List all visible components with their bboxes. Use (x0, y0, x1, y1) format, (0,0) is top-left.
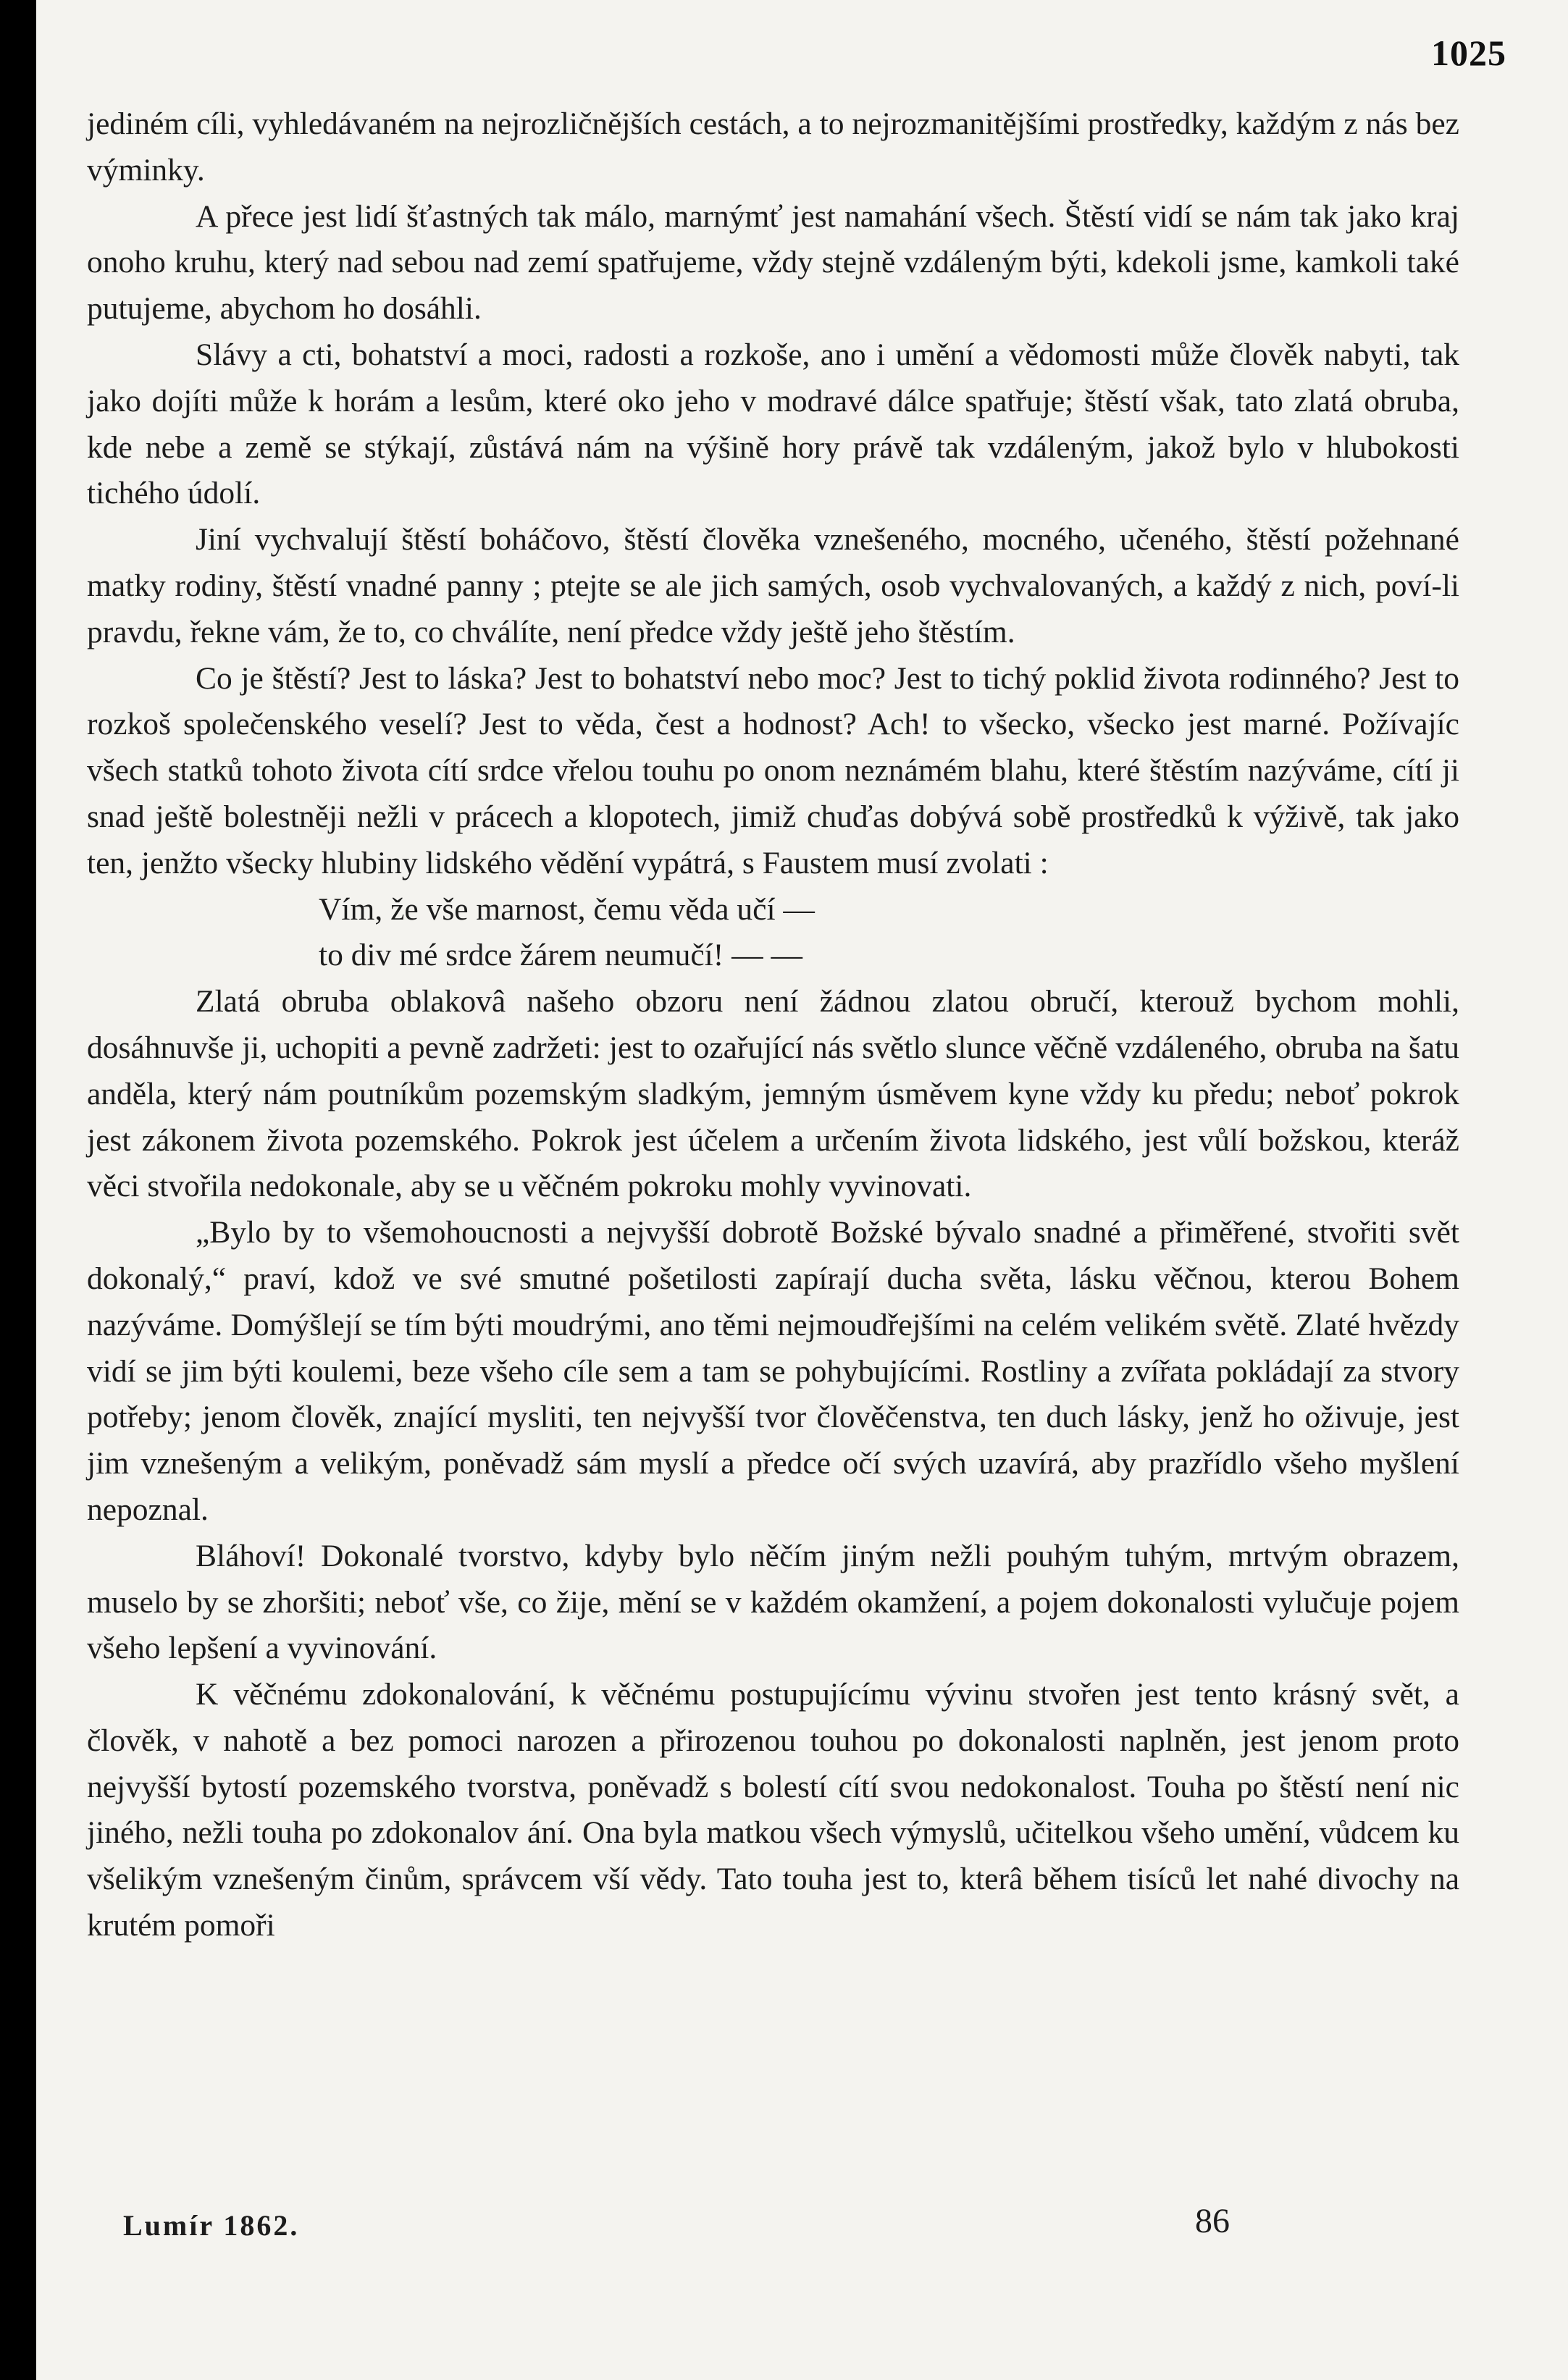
paragraph: K věčnému zdokonalování, k věčnému postupujícímu vývinu stvořen jest tento krásný svět, a člověk, v nahotě a bez pomoci narozen a přirozenou touhou po dokonalosti naplněn, jest jenom proto nejvyšší bytostí pozemského tvorstva, poněvadž s bolestí cítí svou nedokonalost. Touha po štěstí není nic jiného, nežli touha po zdokonalov ání. Ona byla matkou všech výmyslů, učitelkou všeho umění, vůdcem ku všelikým vznešeným činům, správcem vší vědy. Tato touha jest to, kterâ během tisíců let nahé divochy na krutém pomoři (87, 1677, 1459, 1943)
paragraph: A přece jest lidí šťastných tak málo, marnýmť jest namahání všech. Štěstí vidí se nám tak jako kraj onoho kruhu, který nad sebou nad zemí spatřujeme, vždy stejně vzdáleným býti, kdekoli jsme, kamkoli také putujeme, abychom ho dosáhli. (87, 198, 1459, 327)
paragraph: Co je štěstí? Jest to láska? Jest to bohatství nebo moc? Jest to tichý poklid života rodinného? Jest to rozkoš společenského veselí? Jest to věda, čest a hodnost? Ach! to všecko, všecko jest marné. Požívajíc všech statků tohoto života cítí srdce vřelou touhu po onom neznámém blahu, které štěstím nazýváme, cítí ji snad ještě bolestněji nežli v prácech a klopotech, jimiž chuďas dobývá sobě prostředků k výživě, tak jako ten, jenžto všecky hlubiny lidského vědění vypátrá, s Faustem musí zvolati : (87, 660, 1459, 880)
footer-source: Lumír 1862. (123, 2209, 300, 2242)
article-body (87, 101, 1459, 1949)
document-page (36, 0, 1568, 2380)
verse-line: to div mé srdce žárem neumučí! — — (319, 938, 802, 973)
page-number: 1025 (1431, 33, 1506, 73)
paragraph: Jiní vychvalují štěstí boháčovo, štěstí člověka vznešeného, mocného, učeného, štěstí požehnané matky rodiny, štěstí vnadné panny ; ptejte se ale jich samých, osob vychvalovaných, a každý z nich, poví-li pravdu, řekne vám, že to, co chválíte, není předce vždy ještě jeho štěstím. (87, 522, 1459, 649)
footer-sheet-number: 86 (1195, 2202, 1230, 2240)
paragraph: jediném cíli, vyhledávaném na nejrozličnějších cestách, a to nejrozmanitějšími prostředky, každým z nás bez výminky. (87, 106, 1459, 188)
paragraph: Bláhoví! Dokonalé tvorstvo, kdyby bylo něčím jiným nežli pouhým tuhým, mrtvým obrazem, muselo by se zhoršiti; neboť vše, co žije, mění se v každém okamžení, a pojem dokonalosti vylučuje pojem všeho lepšení a vyvinování. (87, 1538, 1459, 1666)
paragraph: Slávy a cti, bohatství a moci, radosti a rozkoše, ano i umění a vědomosti může člověk nabyti, tak jako dojíti může k horám a lesům, které oko jeho v modravé dálce spatřuje; štěstí však, tato zlatá obruba, kde nebe a země se stýkají, zůstává nám na výšině hory právě tak vzdáleným, jakož bylo v hlubokosti tichého údolí. (87, 337, 1459, 511)
paragraph: „Bylo by to všemohoucnosti a nejvyšší dobrotě Božské bývalo snadné a přiměřené, stvořiti svět dokonalý,“ praví, kdož ve své smutné pošetilosti zapírají ducha světa, lásku věčnou, kterou Bohem nazýváme. Domýšlejí se tím býti moudrými, ano těmi nejmoudřejšími na celém velikém světě. Zlaté hvězdy vidí se jim býti koulemi, beze všeho cíle sem a tam se pohybujícími. Rostliny a zvířata pokládají za stvory potřeby; jenom člověk, znající mysliti, ten nejvyšší tvor člověčenstva, ten duch lásky, jenž ho oživuje, jest jim vznešeným a velikým, poněvadž sám myslí a předce očí svých uzavírá, aby prazřídlo všeho myšlení nepoznal. (87, 1215, 1459, 1527)
paragraph: Zlatá obruba oblakovâ našeho obzoru není žádnou zlatou obručí, kterouž bychom mohli, dosáhnuvše ji, uchopiti a pevně zadržeti: jest to ozařující nás světlo slunce věčně vzdáleného, obruba na šatu anděla, který nám poutníkům pozemským sladkým, jemným úsměvem kyne vždy ku předu; neboť pokrok jest zákonem života pozemského. Pokrok jest účelem a určením života lidského, jest vůlí božskou, kteráž věci stvořila nedokonale, aby se u věčném pokroku mohly vyvinovati. (87, 984, 1459, 1204)
verse-line: Vím, že vše marnost, čemu věda učí — (319, 891, 815, 927)
footer-rule (87, 2192, 1459, 2193)
scan-dark-edge (0, 0, 36, 2380)
